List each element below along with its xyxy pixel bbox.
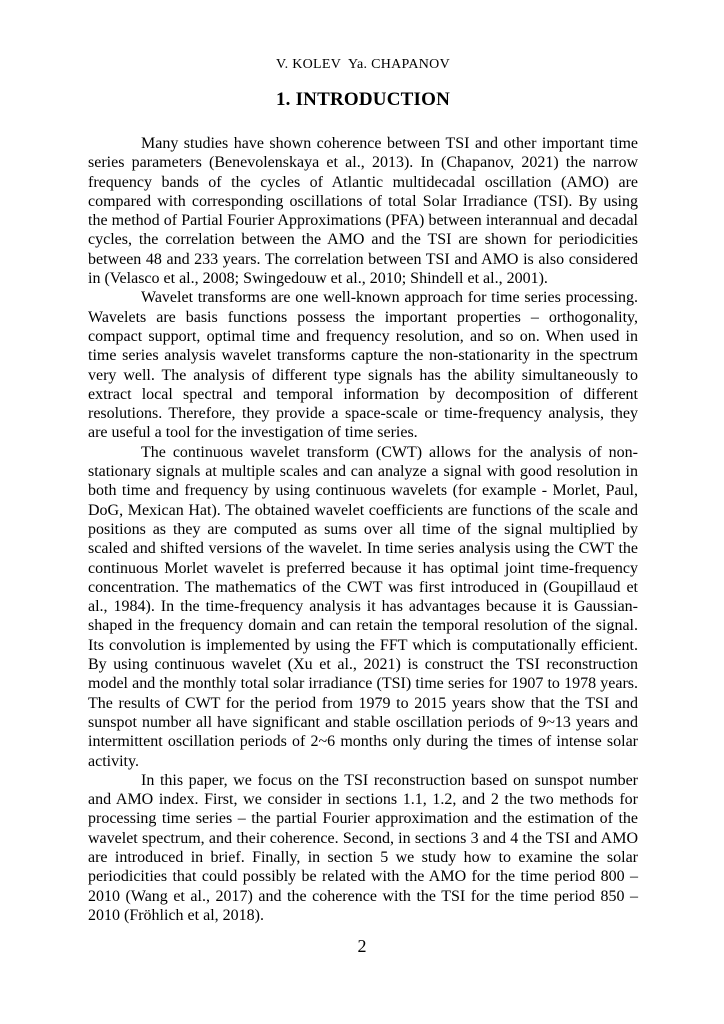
page-number: 2 <box>357 936 367 956</box>
paragraph-3: The continuous wavelet transform (CWT) allows for the analysis of non-stationary signals at multiple scales and can analyze a signal with good resolution in both time and frequency by using continuous wavelets (for example - Morlet, Paul, DoG, Mexican Hat). The obtained wavelet coefficients are functions of the scale and positions as they are computed as sums over all time of the signal multiplied by scaled and shifted versions of the wavelet. In time series analysis using the CWT the continuous Morlet wavelet is preferred because it has optimal joint time-frequency concentration. The mathematics of the CWT was first introduced in (Goupillaud et al., 1984). In the time-frequency analysis it has advantages because it is Gaussian-shaped in the frequency domain and can retain the temporal resolution of the signal. Its convolution is implemented by using the FFT which is computationally efficient. By using continuous wavelet (Xu et al., 2021) is construct the TSI reconstruction model and the monthly total solar irradiance (TSI) time series for 1907 to 1978 years. The results of CWT for the period from 1979 to 2015 years show that the TSI and sunspot number all have significant and stable oscillation periods of 9~13 years and intermittent oscillation periods of 2~6 months only during the times of intense solar activity. <box>88 443 638 770</box>
section-title: 1. INTRODUCTION <box>275 89 451 110</box>
paragraph-2: Wavelet transforms are one well-known approach for time series processing. Wavelets are basis functions possess the important properties – orthogonality, compact support, optimal time and frequency resolution, and so on. When used in time series analysis wavelet transforms capture the non-stationarity in the spectrum very well. The analysis of different type signals has the ability simultaneously to extract local spectral and temporal information by decomposition of different resolutions. Therefore, they provide a space-scale or time-frequency analysis, they are useful a tool for the investigation of time series. <box>88 289 638 442</box>
paragraph-1: Many studies have shown coherence between TSI and other important time series parameters (Benevolenskaya et al., 2013). In (Chapanov, 2021) the narrow frequency bands of the cycles of Atlantic multidecadal oscillation (AMO) are compared with corresponding oscillations of total Solar Irradiance (TSI). By using the method of Partial Fourier Approximations (PFA) between interannual and decadal cycles, the correlation between the AMO and the TSI are shown for periodicities between 48 and 233 years. The correlation between TSI and AMO is also considered in (Velasco et al., 2008; Swingedouw et al., 2010; Shindell et al., 2001). <box>88 135 638 288</box>
page-content <box>88 57 638 925</box>
running-header: V. KOLEV Ya. CHAPANOV <box>276 57 450 72</box>
body-text <box>88 134 638 925</box>
paragraph-4: In this paper, we focus on the TSI reconstruction based on sunspot number and AMO index. First, we consider in sections 1.1, 1.2, and 2 the two methods for processing time series – the partial Fourier approximation and the estimation of the wavelet spectrum, and their coherence. Second, in sections 3 and 4 the TSI and AMO are introduced in brief. Finally, in section 5 we study how to examine the solar periodicities that could possibly be related with the AMO for the time period 800 – 2010 (Wang et al., 2017) and the coherence with the TSI for the time period 850 – 2010 (Fröhlich et al, 2018). <box>88 771 638 924</box>
